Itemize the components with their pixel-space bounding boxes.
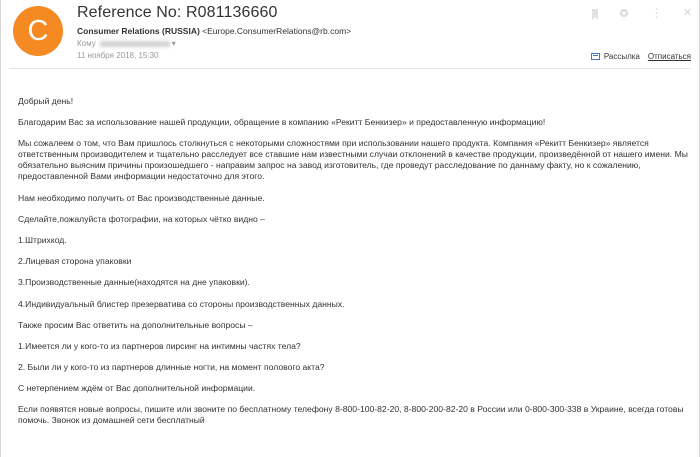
email-subject: Reference No: R081136660 (77, 4, 278, 21)
recipient-redacted (100, 41, 170, 47)
email-date: 11 ноября 2018, 15:30 (77, 51, 159, 60)
message-actions (574, 6, 693, 27)
more-icon[interactable]: ⋮ (650, 6, 663, 20)
body-paragraph: Сделайте,пожалуйста фотографии, на которых чётко видно – (18, 213, 265, 224)
mailing-label: Рассылка (603, 52, 640, 61)
email-body (18, 96, 693, 437)
settings-icon[interactable] (620, 9, 628, 17)
body-paragraph: 1.Имеется ли у кого-то из партнеров пирсинг на интимны частях тела? (18, 340, 301, 351)
body-paragraph: С нетерпением ждём от Вас дополнительной информации. (18, 383, 256, 394)
body-paragraph: Также просим Вас ответить на дополнительные вопросы – (18, 319, 253, 330)
bookmark-icon[interactable] (592, 9, 598, 17)
sender-name[interactable]: Consumer Relations (RUSSIA) (77, 26, 200, 36)
body-paragraph: Нам необходимо получить от Вас производственные данные. (18, 192, 265, 203)
body-paragraph: Добрый день! (18, 96, 74, 106)
body-paragraph: 1.Штрихкод. (18, 234, 67, 245)
close-icon[interactable]: ✕ (683, 7, 693, 19)
mailing-block (591, 52, 691, 61)
body-paragraph: Мы сожалеем о том, что Вам пришлось столкнуться с некоторыми сложностями при использовании нашего продукта. Компания «Рекитт Бенкизер» является ответственным производителем и тщательно расследует все ставшие нам известными случаи отклонений в качестве продукции, произведённой от нашего имени. Мы обязательно выясним причины произошедшего - направим запрос на завод изготовитель, где проведут расследование по даннаму факту, но к сожалению, предоставленной Вами информации недостаточно для этого. (18, 138, 688, 182)
body-paragraph: 4.Индивидуальный блистер презерватива со стороны производственных данных. (18, 298, 345, 309)
sender-email[interactable]: <Europe.ConsumerRelations@rb.com> (202, 26, 352, 36)
mailing-list-icon (591, 53, 600, 60)
recipient-row[interactable] (77, 39, 176, 48)
chevron-down-icon[interactable]: ▾ (171, 39, 176, 48)
unsubscribe-link[interactable]: Отписаться (647, 52, 691, 61)
sender-line[interactable] (77, 26, 351, 36)
body-paragraph: 3.Производственные данные(находятся на дне упаковки). (18, 277, 250, 288)
sender-avatar[interactable]: C (13, 6, 63, 56)
body-paragraph: Благодарим Вас за использование нашей продукции, обращение в компанию «Рекитт Бенкизер» и предоставленную информацию! (18, 117, 546, 128)
body-paragraph: 2. Были ли у кого-то из партнеров длинные ногти, на момент полового акта? (18, 362, 325, 373)
body-paragraph: 2.Лицевая сторона упаковки (18, 256, 132, 267)
body-paragraph: Если появятся новые вопросы, пишите или звоните по бесплатному телефону 8-800-100-82-20, 8-800-200-82-20 в России или 0-800-300-338 в Украине, всегда готовы помочь. Звонок из домашней сети бесплатный (18, 404, 684, 426)
header-divider (9, 68, 691, 69)
to-label: Кому (77, 39, 96, 48)
